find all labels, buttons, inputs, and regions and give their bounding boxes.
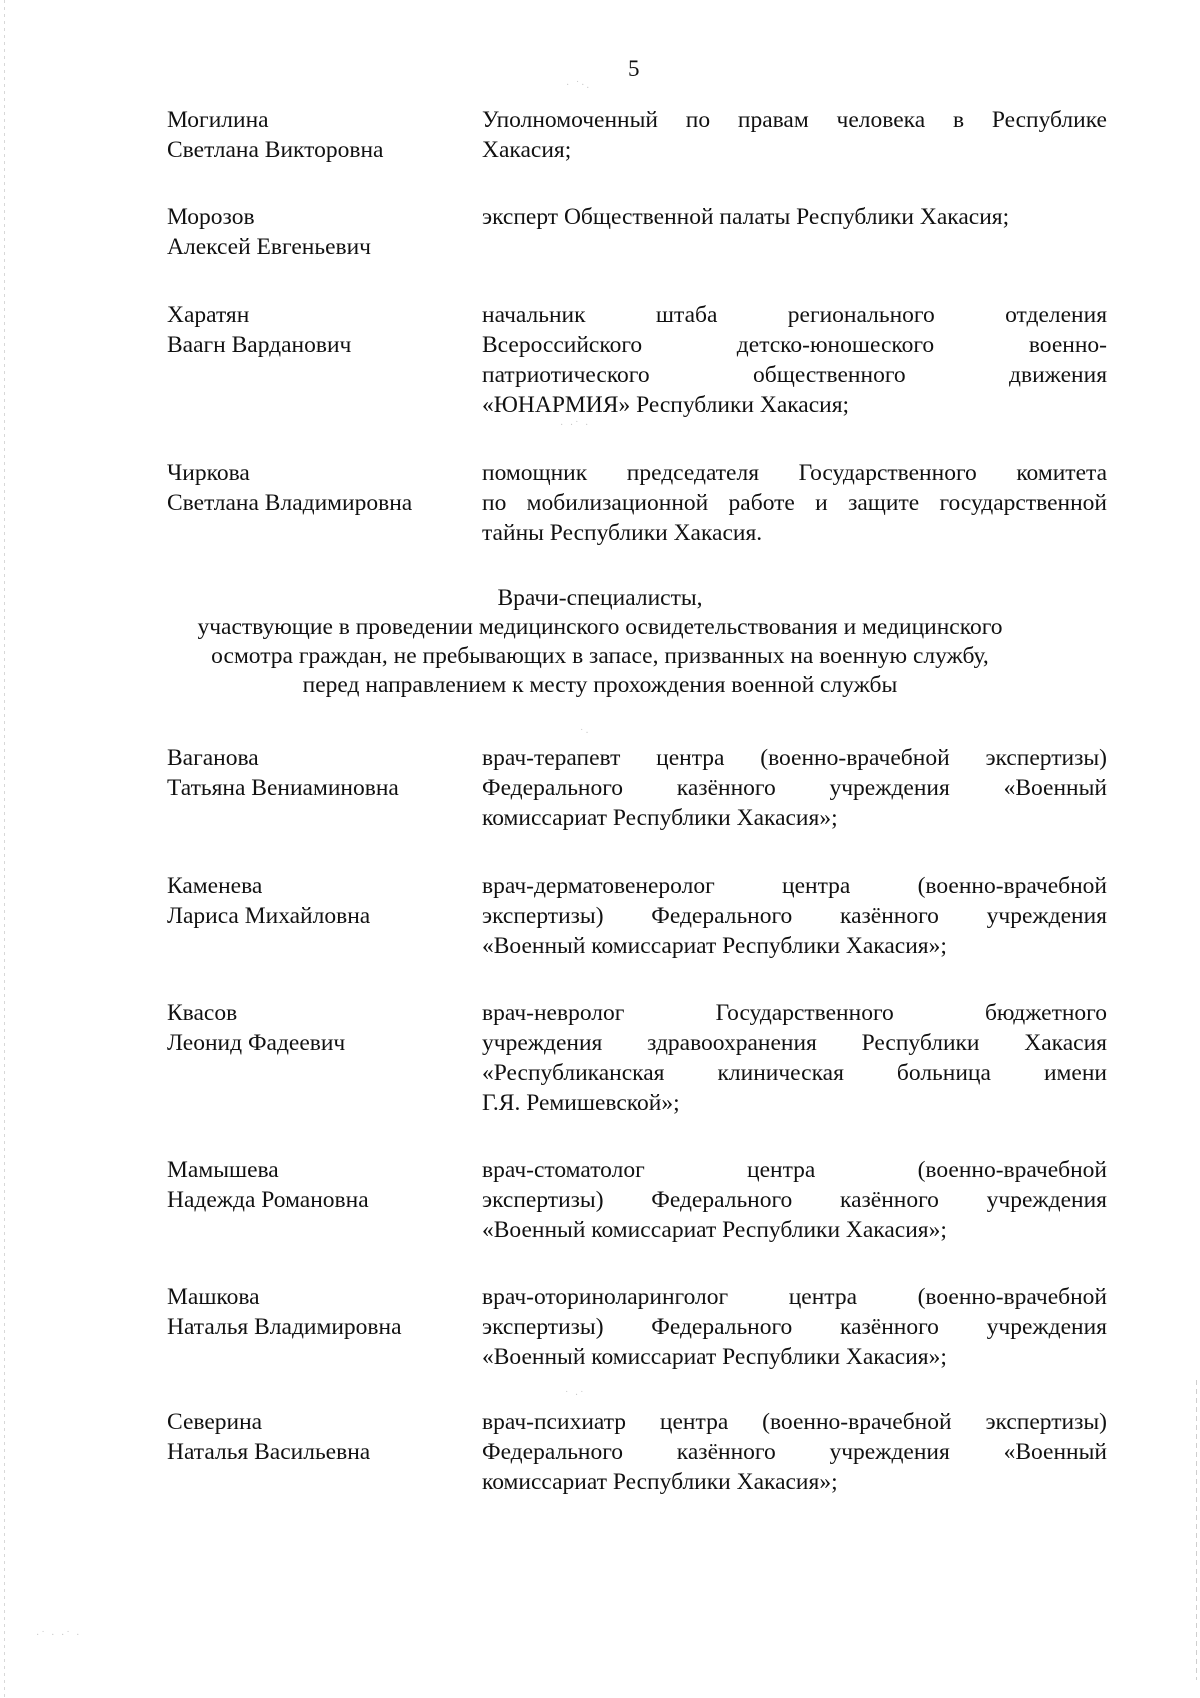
position-line: Всероссийского детско-юношеского военно-	[482, 332, 1107, 358]
position-line: врач-невролог Государственного бюджетного	[482, 1000, 1107, 1026]
section-subtitle-line: перед направлением к месту прохождения военной службы	[302, 672, 898, 698]
position-line: начальник штаба регионального отделения	[482, 302, 1107, 328]
position-line: по мобилизационной работе и защите государственной	[482, 490, 1107, 516]
scan-edge-artifact	[4, 0, 5, 1698]
member-given-names: Ваагн Варданович	[167, 332, 352, 358]
doctor-surname: Машкова	[167, 1284, 260, 1310]
member-surname: Могилина	[167, 107, 269, 133]
doctor-given-names: Татьяна Вениаминовна	[167, 775, 399, 801]
doctor-name	[167, 998, 467, 1058]
doctor-surname: Мамышева	[167, 1157, 279, 1183]
position-line: Федерального казённого учреждения «Военный	[482, 775, 1107, 801]
doctor-surname: Северина	[167, 1409, 263, 1435]
position-line: врач-психиатр центра (военно-врачебной экспертизы)	[482, 1409, 1107, 1435]
member-given-names: Алексей Евгеньевич	[167, 234, 371, 260]
member-position	[482, 300, 1107, 420]
scan-speck: · ˙·.	[566, 80, 591, 91]
position-line: помощник председателя Государственного комитета	[482, 460, 1107, 486]
position-line: врач-терапевт центра (военно-врачебной экспертизы)	[482, 745, 1107, 771]
position-line: «Военный комиссариат Республики Хакасия»;	[482, 1217, 947, 1243]
doctor-given-names: Наталья Владимировна	[167, 1314, 402, 1340]
position-line: патриотического общественного движения	[482, 362, 1107, 388]
doctor-position	[482, 1282, 1107, 1372]
member-given-names: Светлана Викторовна	[167, 137, 384, 163]
scan-edge-artifact-right	[1196, 1380, 1197, 1680]
doctor-position	[482, 743, 1107, 833]
doctor-surname: Ваганова	[167, 745, 259, 771]
position-line: Хакасия;	[482, 137, 572, 163]
member-position	[482, 202, 1107, 232]
doctor-position	[482, 1155, 1107, 1245]
position-line: «ЮНАРМИЯ» Республики Хакасия;	[482, 392, 850, 418]
member-position	[482, 105, 1107, 165]
member-surname: Морозов	[167, 204, 255, 230]
scan-speck: ˙·	[580, 728, 591, 739]
doctor-name	[167, 1407, 467, 1467]
scan-speck: ˙ ·˙	[565, 1390, 586, 1401]
position-line: врач-оториноларинголог центра (военно-врачебной	[482, 1284, 1107, 1310]
section-subtitle-line: участвующие в проведении медицинского освидетельствования и медицинского	[197, 614, 1003, 640]
position-line: эксперт Общественной палаты Республики Хакасия;	[482, 204, 1010, 230]
doctor-given-names: Леонид Фадеевич	[167, 1030, 346, 1056]
scan-speck: ·˙ · ·˙ ·	[36, 1630, 82, 1641]
doctor-given-names: Наталья Васильевна	[167, 1439, 371, 1465]
member-name	[167, 202, 467, 262]
doctor-given-names: Надежда Романовна	[167, 1187, 369, 1213]
doctor-name	[167, 1155, 467, 1215]
doctor-surname: Каменева	[167, 873, 263, 899]
doctor-name	[167, 871, 467, 931]
scan-speck: · ·˙ ·	[560, 420, 591, 431]
position-line: учреждения здравоохранения Республики Хакасия	[482, 1030, 1107, 1056]
member-name	[167, 458, 467, 518]
position-line: Федерального казённого учреждения «Военный	[482, 1439, 1107, 1465]
position-line: врач-дерматовенеролог центра (военно-врачебной	[482, 873, 1107, 899]
doctor-name	[167, 1282, 467, 1342]
position-line: «Военный комиссариат Республики Хакасия»;	[482, 933, 947, 959]
position-line: экспертизы) Федерального казённого учреждения	[482, 1187, 1107, 1213]
doctor-position	[482, 871, 1107, 961]
position-line: комиссариат Республики Хакасия»;	[482, 805, 838, 831]
member-name	[167, 300, 467, 360]
position-line: экспертизы) Федерального казённого учреждения	[482, 903, 1107, 929]
section-title: Врачи-специалисты,	[497, 585, 703, 611]
doctor-surname: Квасов	[167, 1000, 238, 1026]
page-number: 5	[628, 56, 640, 81]
member-surname: Чиркова	[167, 460, 250, 486]
position-line: комиссариат Республики Хакасия»;	[482, 1469, 838, 1495]
position-line: «Республиканская клиническая больница имени	[482, 1060, 1107, 1086]
doctor-name	[167, 743, 467, 803]
position-line: экспертизы) Федерального казённого учреждения	[482, 1314, 1107, 1340]
section-subtitle-line: осмотра граждан, не пребывающих в запасе, призванных на военную службу,	[211, 643, 989, 669]
position-line: «Военный комиссариат Республики Хакасия»;	[482, 1344, 947, 1370]
position-line: тайны Республики Хакасия.	[482, 520, 763, 546]
member-name	[167, 105, 467, 165]
position-line: Уполномоченный по правам человека в Республике	[482, 107, 1107, 133]
position-line: Г.Я. Ремишевской»;	[482, 1090, 680, 1116]
member-given-names: Светлана Владимировна	[167, 490, 413, 516]
position-line: врач-стоматолог центра (военно-врачебной	[482, 1157, 1107, 1183]
doctor-given-names: Лариса Михайловна	[167, 903, 371, 929]
member-position	[482, 458, 1107, 548]
section-heading	[100, 584, 1100, 700]
doctor-position	[482, 1407, 1107, 1497]
doctor-position	[482, 998, 1107, 1118]
member-surname: Харатян	[167, 302, 250, 328]
